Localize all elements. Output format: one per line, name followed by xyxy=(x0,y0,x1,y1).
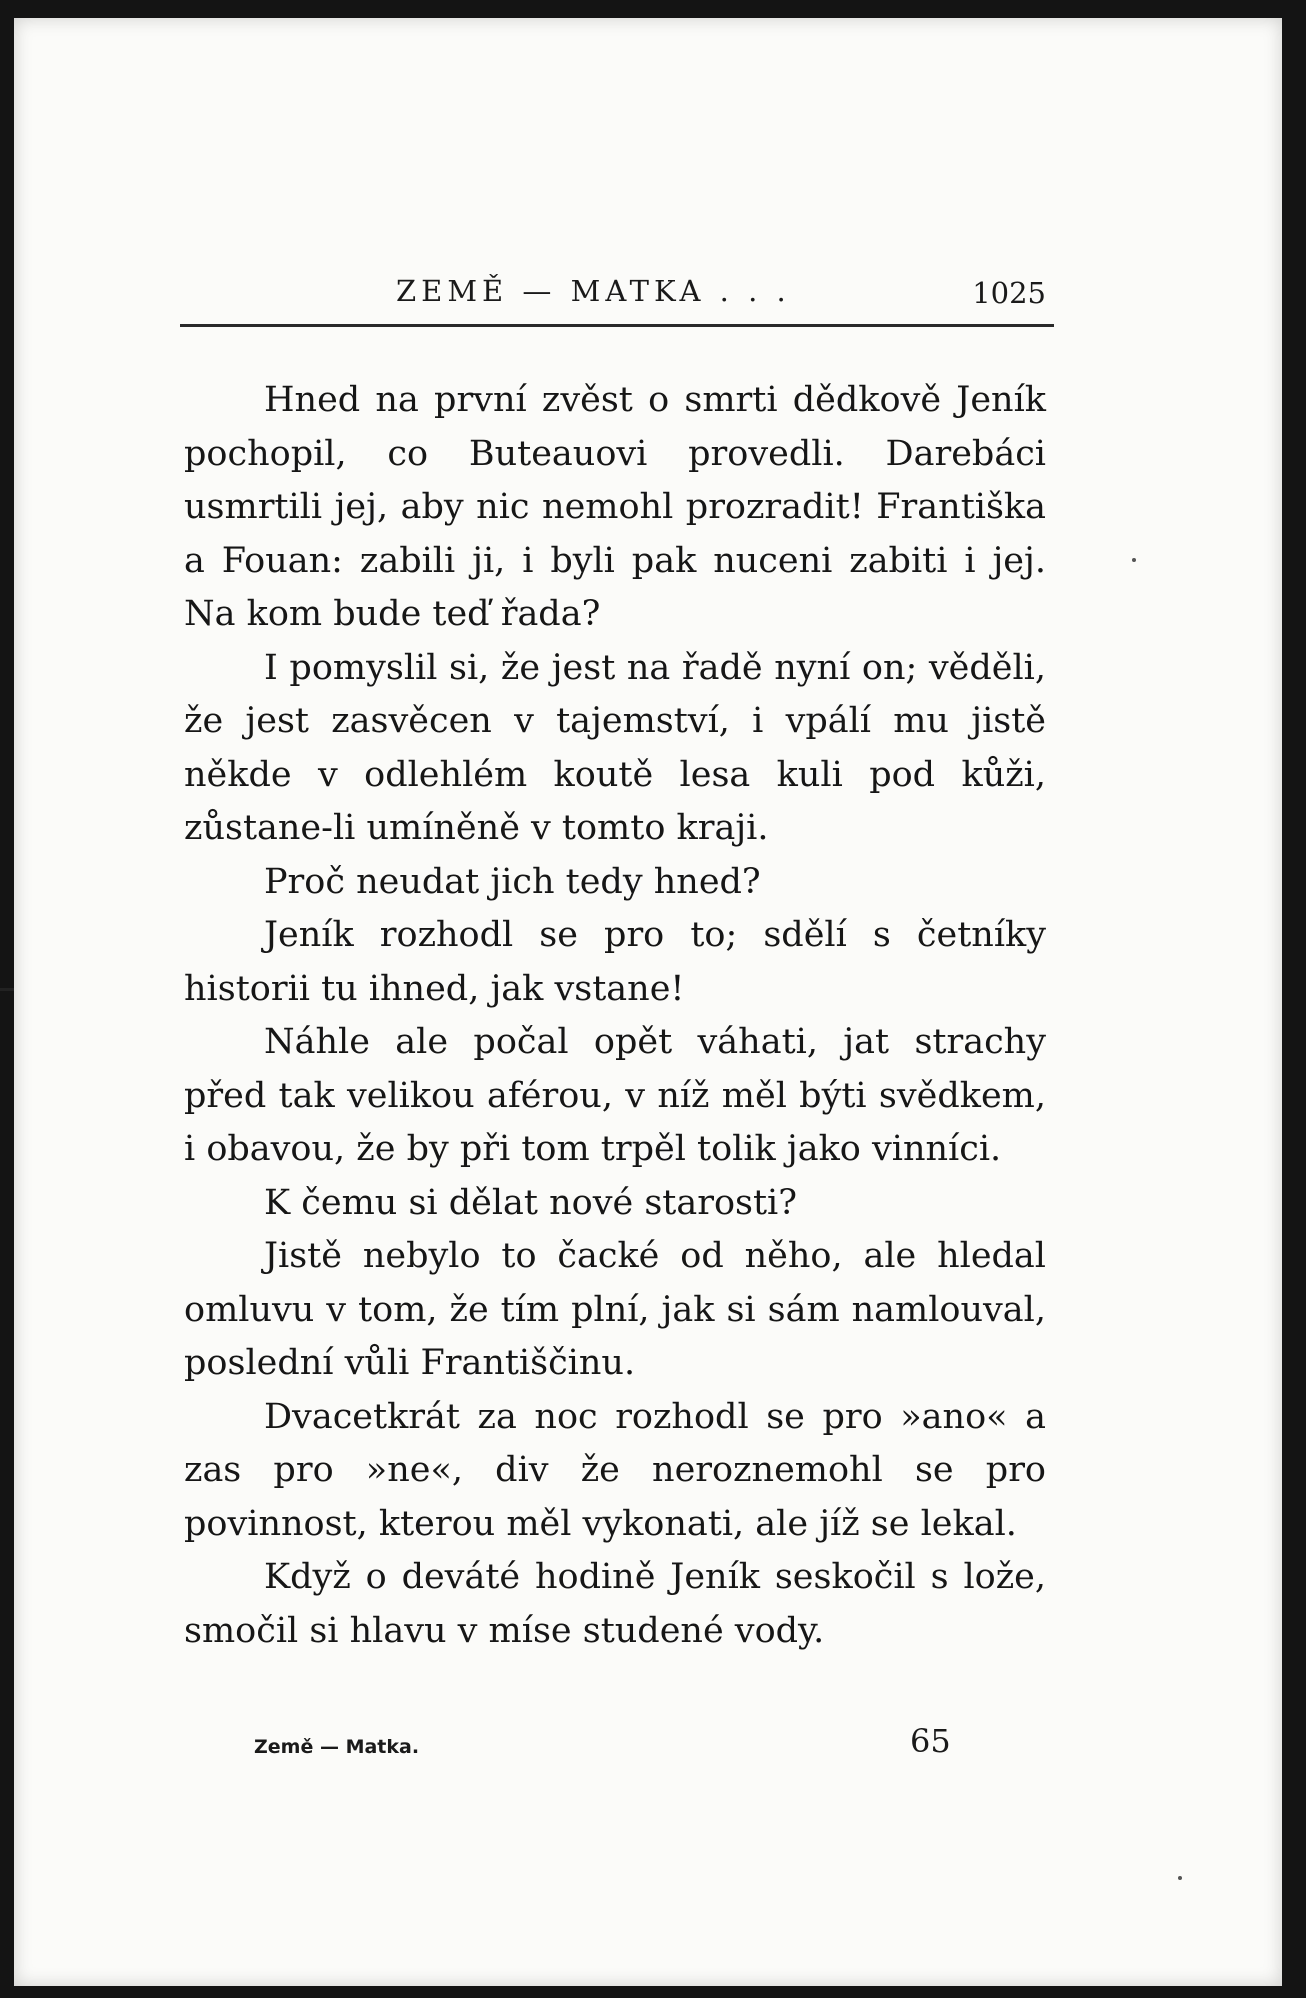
scan-edge-mark xyxy=(0,988,14,991)
body-text xyxy=(184,374,1046,1658)
paragraph: Náhle ale počal opět váhati, jat strachy před tak velikou aférou, v níž měl býti svědkem, i obavou, že by při tom trpěl tolik jako vinníci. xyxy=(184,1022,1046,1169)
book-page xyxy=(14,18,1282,1986)
running-header xyxy=(180,272,1054,327)
sheet-number: 65 xyxy=(910,1722,951,1760)
paragraph: Proč neudat jich tedy hned? xyxy=(264,861,761,902)
page-footer xyxy=(254,1722,1034,1772)
paper-speck xyxy=(1178,1876,1182,1880)
paragraph: Jistě nebylo to čacké od něho, ale hledal omluvu v tom, že tím plní, jak si sám namlouval, poslední vůli Františčinu. xyxy=(184,1236,1046,1383)
paragraph: I pomyslil si, že jest na řadě nyní on; věděli, že jest zasvěcen v tajemství, i vpálí mu jistě někde v odlehlém koutě lesa kuli pod kůži, zůstane-li umíněně v tomto kraji. xyxy=(184,647,1046,848)
running-title: ZEMĚ — MATKA . . . xyxy=(396,274,791,308)
paragraph: Hned na první zvěst o smrti dědkově Jeník pochopil, co Buteauovi provedli. Darebáci usmrtili jej, aby nic nemohl prozradit! Františka a Fouan: zabili ji, i byli pak nuceni zabiti i jej. Na kom bude teď řada? xyxy=(184,380,1046,634)
paragraph: Jeník rozhodl se pro to; sdělí s četníky historii tu ihned, jak vstane! xyxy=(184,915,1046,1009)
signature-mark: Země — Matka. xyxy=(254,1736,420,1758)
paragraph: K čemu si dělat nové starosti? xyxy=(264,1182,797,1223)
paragraph: Dvacetkrát za noc rozhodl se pro »ano« a zas pro »ne«, div že neroznemohl se pro povinnost, kterou měl vykonati, ale jíž se lekal. xyxy=(184,1396,1046,1544)
paper-speck xyxy=(1132,558,1136,562)
page-number: 1025 xyxy=(972,276,1046,310)
paragraph: Když o deváté hodině Jeník seskočil s lože, smočil si hlavu v míse studené vody. xyxy=(184,1557,1046,1651)
